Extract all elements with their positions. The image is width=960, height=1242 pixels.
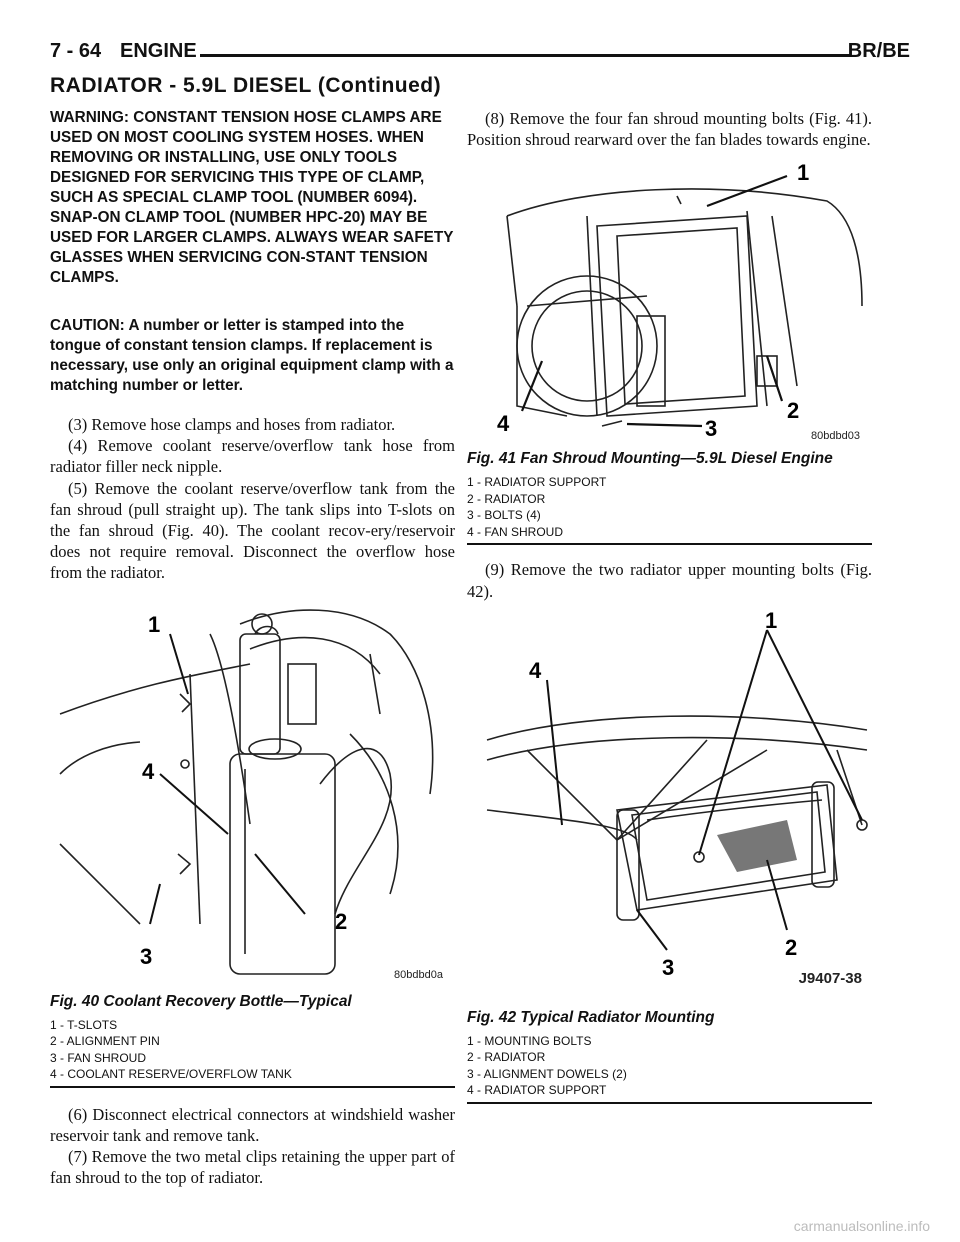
fig41-callout-2: 2 [787,398,800,424]
fan-shroud-illustration [467,156,872,446]
step-8: (8) Remove the four fan shroud mounting bolts (Fig. 41). Position shroud rearward over the fan blades towards engine. [467,109,872,150]
fig42-legend-item: 3 - ALIGNMENT DOWELS (2) [467,1066,627,1081]
fig42-legend-item: 2 - RADIATOR [467,1050,546,1065]
fig41-legend-item: 1 - RADIATOR SUPPORT [467,475,607,490]
fig41-callout-3: 3 [705,416,718,442]
radiator-mounting-illustration [467,610,872,1005]
caution-text: CAUTION: A number or letter is stamped into the tongue of constant tension clamps. If replacement is necessary, use only an original equipment clamp with a matching number or letter. [50,317,454,394]
fig41-rule [467,543,872,545]
step-5: (5) Remove the coolant reserve/overflow tank from the fan shroud (pull straight up). The tank slips into T-slots on the fan shroud (Fig. 40). The coolant recov-ery/reservoir does not require removal. Disconnect the overflow hose from the radiator. [50,478,455,583]
fig42-code: J9407-38 [798,969,862,987]
fig42-legend-item: 1 - MOUNTING BOLTS [467,1033,592,1048]
fig42-callout-3: 3 [662,954,675,980]
fig40-callout-1: 1 [148,611,161,637]
fig40-code: 80bdbd0a [394,968,443,981]
fig40-legend [50,1017,455,1083]
fig40-caption: Fig. 40 Coolant Recovery Bottle—Typical [50,992,352,1010]
page-number: 7 - 64 [50,40,102,62]
fig42-legend [467,1033,872,1099]
fig42-legend-item: 4 - RADIATOR SUPPORT [467,1083,607,1098]
fig42-rule [467,1102,872,1104]
fig41-legend [467,474,872,540]
left-column [50,108,455,1188]
fig41-legend-item: 3 - BOLTS (4) [467,508,541,523]
fig40-callout-3: 3 [140,943,153,969]
fig40-legend-item: 1 - T-SLOTS [50,1017,118,1032]
fig40-callout-4: 4 [142,758,155,784]
fig41-callout-4: 4 [497,411,510,437]
fig41-legend-item: 2 - RADIATOR [467,491,546,506]
fig42-callout-4: 4 [529,657,542,683]
fig40-legend-item: 4 - COOLANT RESERVE/OVERFLOW TANK [50,1067,292,1082]
fig42-callout-1: 1 [765,609,778,633]
step-9: (9) Remove the two radiator upper mounting bolts (Fig. 42). [467,560,872,601]
step-6: (6) Disconnect electrical connectors at windshield washer reservoir tank and remove tank. [50,1104,455,1145]
fig40-legend-item: 2 - ALIGNMENT PIN [50,1034,160,1049]
fig41-caption: Fig. 41 Fan Shroud Mounting—5.9L Diesel Engine [467,450,833,468]
fig40-rule [50,1086,455,1088]
fig40-legend-item: 3 - FAN SHROUD [50,1050,147,1065]
watermark: carmanualsonline.info [793,1218,930,1234]
coolant-bottle-illustration [50,594,455,989]
step-3: (3) Remove hose clamps and hoses from radiator. [68,415,396,434]
fig42-callout-2: 2 [785,934,798,960]
section-title: ENGINE [120,40,197,62]
right-column [467,108,872,1104]
model-code: BR/BE [847,40,910,62]
warning-text: WARNING: CONSTANT TENSION HOSE CLAMPS ARE USED ON MOST COOLING SYSTEM HOSES. WHEN REMOVING OR INSTALLING, USE ONLY TOOLS DESIGNED FOR SERVICING THIS TYPE OF CLAMP, SUCH AS SPECIAL CLAMP TOOL (NUMBER 6094). SNAP-ON CLAMP TOOL (NUMBER HPC-20) MAY BE USED FOR LARGER CLAMPS. ALWAYS WEAR SAFETY GLASSES WHEN SERVICING CON-STANT TENSION CLAMPS. [50,109,454,286]
fig40-callout-2: 2 [335,908,348,934]
step-7: (7) Remove the two metal clips retaining the upper part of fan shroud to the top of radiator. [50,1147,455,1188]
fig41-legend-item: 4 - FAN SHROUD [467,524,564,539]
fig41-callout-1: 1 [797,160,810,186]
figure-42 [467,610,872,1005]
figure-40 [50,594,455,989]
fig41-code: 80bdbd03 [811,430,860,443]
figure-41 [467,156,872,446]
page-subheader: RADIATOR - 5.9L DIESEL (Continued) [50,74,442,97]
step-4: (4) Remove coolant reserve/overflow tank hose from radiator filler neck nipple. [50,436,455,477]
header-rule [200,54,850,57]
fig42-caption: Fig. 42 Typical Radiator Mounting [467,1008,715,1026]
